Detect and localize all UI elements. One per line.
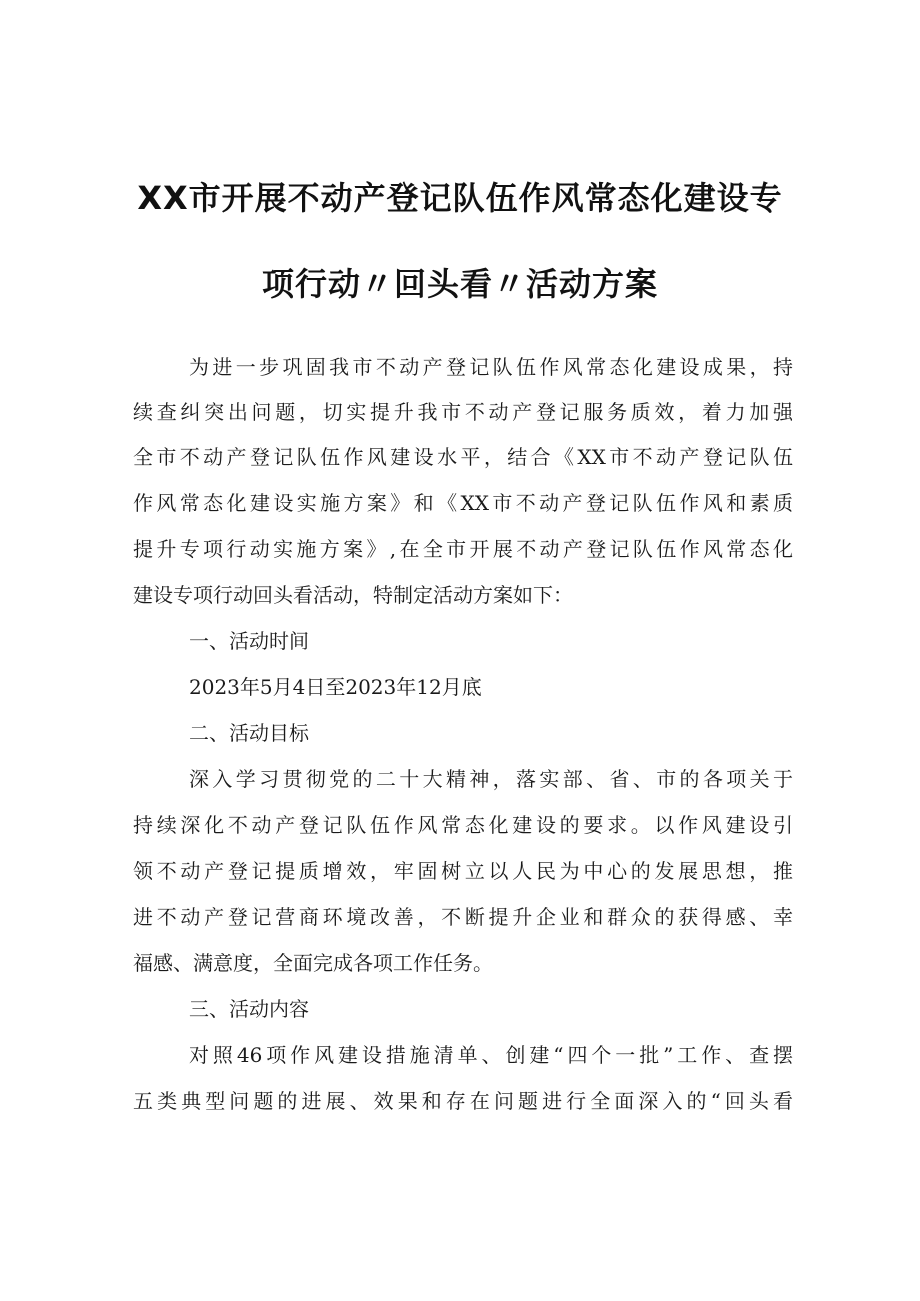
document-title-line-1: XX市开展不动产登记队伍作风常态化建设专 <box>137 179 783 217</box>
paragraph-intro-line-5: 提升专项行动实施方案》,在全市开展不动产登记队伍作风常态化 <box>133 537 793 561</box>
paragraph-intro-line-2: 续查纠突出问题，切实提升我市不动产登记服务质效，着力加强 <box>133 400 793 424</box>
paragraph-goal-line-4: 进不动产登记营商环境改善，不断提升企业和群众的获得感、幸 <box>133 905 793 929</box>
paragraph-intro-line-3: 全市不动产登记队伍作风建设水平，结合《XX市不动产登记队伍 <box>133 445 793 469</box>
paragraph-goal-line-2: 持续深化不动产登记队伍作风常态化建设的要求。以作风建设引 <box>133 813 793 837</box>
paragraph-intro-line-6: 建设专项行动回头看活动，特制定活动方案如下： <box>133 583 573 607</box>
paragraph-goal-line-5: 福感、满意度，全面完成各项工作任务。 <box>133 951 493 975</box>
paragraph-intro-line-1: 为进一步巩固我市不动产登记队伍作风常态化建设成果，持 <box>189 355 793 379</box>
activity-time-text: 2023年5月4日至2023年12月底 <box>189 675 482 699</box>
paragraph-content-line-1: 对照46项作风建设措施清单、创建“四个一批”工作、查摆 <box>189 1043 793 1067</box>
section-heading-2: 二、活动目标 <box>189 721 309 745</box>
paragraph-goal-line-3: 领不动产登记提质增效，牢固树立以人民为中心的发展思想，推 <box>133 859 793 883</box>
section-heading-1: 一、活动时间 <box>189 629 309 653</box>
section-heading-3: 三、活动内容 <box>189 997 309 1021</box>
paragraph-content-line-2: 五类典型问题的进展、效果和存在问题进行全面深入的“回头看 <box>133 1089 793 1113</box>
document-title-line-2: 项行动〃回头看〃活动方案 <box>261 265 658 303</box>
paragraph-goal-line-1: 深入学习贯彻党的二十大精神，落实部、省、市的各项关于 <box>189 767 793 791</box>
paragraph-intro-line-4: 作风常态化建设实施方案》和《XX市不动产登记队伍作风和素质 <box>133 491 793 515</box>
